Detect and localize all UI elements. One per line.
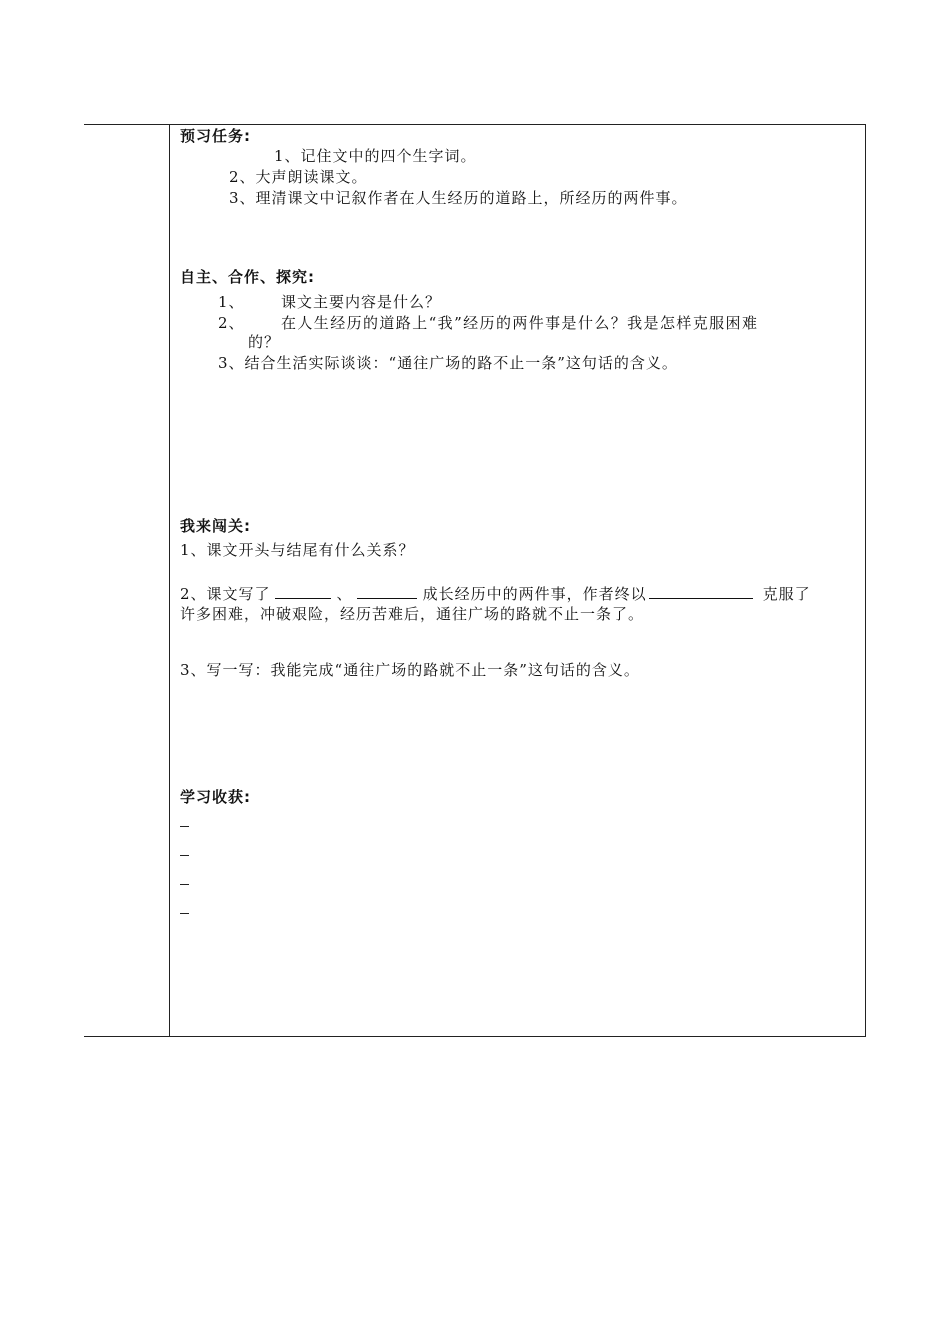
explore-item-1-number: 1、 (218, 293, 245, 311)
preview-heading: 预习任务: (180, 127, 251, 145)
worksheet-table (84, 124, 866, 1037)
harvest-blank-line-2[interactable] (180, 855, 189, 856)
harvest-blank-line-3[interactable] (180, 884, 189, 885)
preview-item-3: 3、理清课文中记叙作者在人生经历的道路上，所经历的两件事。 (229, 189, 688, 207)
harvest-blank-line-1[interactable] (180, 826, 189, 827)
fill-blank-2[interactable] (357, 583, 417, 599)
content-cell (170, 125, 866, 1036)
explore-item-2-continuation: 的？ (248, 333, 281, 351)
challenge-question-1: 1、课文开头与结尾有什么关系？ (180, 541, 415, 559)
left-column-cell (84, 125, 170, 1036)
q2-separator: 、 (336, 585, 353, 603)
harvest-blank-line-4[interactable] (180, 913, 189, 914)
explore-item-2-text: 在人生经历的道路上“我”经历的两件事是什么？我是怎样克服困难 (281, 314, 759, 332)
explore-item-1-text: 课文主要内容是什么？ (281, 293, 442, 311)
q2-part-3: 克服了 (762, 585, 811, 603)
fill-blank-3[interactable] (649, 583, 753, 599)
challenge-question-2-line-1 (180, 583, 811, 604)
challenge-question-2-line-2: 许多困难，冲破艰险，经历苦难后，通往广场的路就不止一条了。 (180, 605, 645, 623)
explore-item-2-number: 2、 (218, 314, 245, 332)
fill-blank-1[interactable] (275, 583, 331, 599)
explore-heading: 自主、合作、探究: (180, 268, 315, 286)
explore-item-3: 3、结合生活实际谈谈：“通往广场的路不止一条”这句话的含义。 (218, 354, 678, 372)
preview-item-1: 1、记住文中的四个生字词。 (274, 147, 477, 165)
q2-part-2: 成长经历中的两件事，作者终以 (422, 585, 647, 603)
q2-part-1: 2、课文写了 (180, 585, 271, 603)
challenge-heading: 我来闯关: (180, 517, 251, 535)
harvest-heading: 学习收获: (180, 788, 251, 806)
challenge-question-3: 3、写一写：我能完成“通往广场的路就不止一条”这句话的含义。 (180, 661, 640, 679)
preview-item-2: 2、大声朗读课文。 (229, 168, 368, 186)
